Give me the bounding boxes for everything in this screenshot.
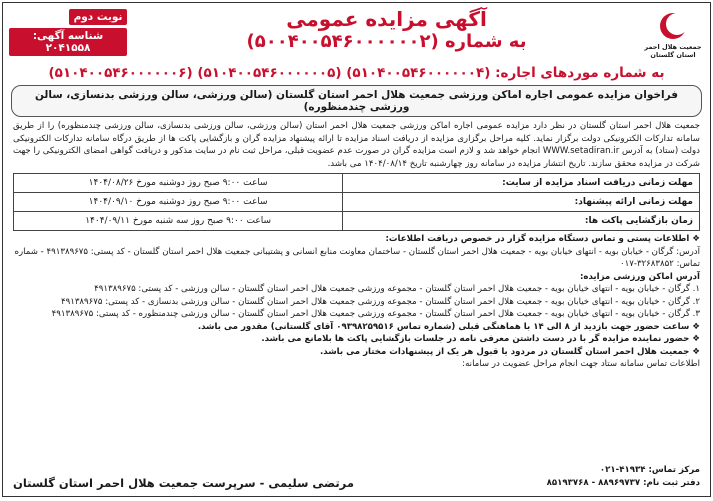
venue-item: ۲. گرگان - خیابان بویه - انتهای خیابان بویه - جمعیت هلال احمر استان گلستان - مجموعه ورزشی جمعیت هلال احمر استان گلستان - سالن ورزشی بدنسازی - کد پستی: ۴۹۱۳۸۹۶۷۵ bbox=[60, 296, 700, 307]
schedule-value: ساعت ۹:۰۰ صبح روز دوشنبه مورخ ۱۴۰۴/۰۸/۲۶ bbox=[14, 174, 343, 193]
red-crescent-icon bbox=[656, 9, 690, 43]
schedule-value: ساعت ۹:۰۰ صبح روز سه شنبه مورخ ۱۴۰۴/۰۹/۱۱ bbox=[14, 212, 343, 231]
badges bbox=[9, 9, 127, 59]
schedule-label: مهلت زمانی دریافت اسناد مزایده از سایت: bbox=[343, 174, 700, 193]
table-row bbox=[14, 193, 700, 212]
schedule-value: ساعت ۹:۰۰ صبح روز دوشنبه مورخ ۱۴۰۴/۰۹/۱۰ bbox=[14, 193, 343, 212]
setad-contact-line: اطلاعات تماس سامانه ستاد جهت انجام مراحل عضویت در سامانه: bbox=[462, 359, 700, 369]
turn-badge: نوبت دوم bbox=[69, 9, 127, 25]
notice-header bbox=[3, 3, 710, 63]
org-name: جمعیت هلال احمر استان گلستان bbox=[644, 43, 702, 59]
venue-item: ۳. گرگان - خیابان بویه - انتهای خیابان بویه - جمعیت هلال احمر استان گلستان - مجموعه ورزشی جمعیت هلال احمر استان گلستان - سالن ورزشی چندمنظوره - کد پستی: ۴۹۱۳۸۹۶۷۵ bbox=[51, 309, 700, 319]
venues-heading: آدرس اماکن ورزشی مزایده: bbox=[579, 271, 700, 282]
address: آدرس: گرگان - خیابان بویه - انتهای خیابان بویه - جمعیت هلال احمر استان گلستان - ساختمان معاونت منابع انسانی و پشتیبانی جمعیت هلال احمر استان گلستان - کد پستی: ۴۹۱۳۸۹۶۷۵ - شماره تماس: ۳۲۶۸۳۸۵۲-۰۱۷ bbox=[14, 246, 700, 269]
lease-item-numbers: به شماره موردهای اجاره: (۵۱۰۴۰۰۵۴۶۰۰۰۰۰۰۴) (۵۱۰۴۰۰۵۴۶۰۰۰۰۰۰۵) (۵۱۰۴۰۰۵۴۶۰۰۰۰۰۰۶) bbox=[48, 65, 665, 81]
schedule-label: زمان بازگشایی پاکت ها: bbox=[343, 212, 700, 231]
notice-footer bbox=[13, 464, 700, 490]
title-block bbox=[143, 7, 630, 53]
notice-id-badge: شناسه آگهی: ۲۰۴۱۵۵۸ bbox=[9, 28, 127, 56]
table-row bbox=[14, 212, 700, 231]
representative-note: ❖ حضور نماینده مزایده گر با در دست داشتن معرفی نامه در جلسات بازگشایی پاکت ها بلامانع می باشد. bbox=[261, 334, 700, 344]
setad-contacts bbox=[547, 464, 700, 490]
notice-title: آگهی مزایده عمومی bbox=[286, 7, 487, 31]
table-row bbox=[14, 174, 700, 193]
contact-heading: ❖ اطلاعات پستی و تماس دستگاه مزایده گزار در خصوص دریافت اطلاعات: bbox=[385, 234, 700, 244]
registration-office: دفتر ثبت نام: ۸۸۹۶۹۷۳۷ - ۸۵۱۹۳۷۶۸ bbox=[546, 478, 700, 488]
call-center: مرکز تماس: ۴۱۹۳۴-۰۲۱ bbox=[599, 465, 700, 475]
call-heading: فراخوان مزایده عمومی اجاره اماکن ورزشی جمعیت هلال احمر استان گلستان (سالن ورزشی، سالن ورزشی بدنسازی، سالن ورزشی چندمنظوره) bbox=[11, 85, 702, 117]
rights-note: ❖ جمعیت هلال احمر استان گلستان در مردود یا قبول هر یک از پیشنهادات مختار می باشد. bbox=[319, 346, 700, 357]
schedule-label: مهلت زمانی ارائه پیشنهاد: bbox=[343, 193, 700, 212]
signature: مرتضی سلیمی - سرپرست جمعیت هلال احمر استان گلستان bbox=[13, 476, 354, 490]
red-crescent-logo bbox=[642, 9, 704, 63]
tender-notice bbox=[2, 2, 711, 497]
intro-paragraph: جمعیت هلال احمر استان گلستان در نظر دارد مزایده عمومی اجاره اماکن ورزشی جمعیت هلال احمر استان (سالن ورزشی، سالن ورزشی بدنسازی، سالن ورزشی چندمنظوره) را از طریق سامانه تدارکات الکترونیکی دولت برگزار نماید. کلیه مراحل برگزاری مزایده از دریافت اسناد مزایده تا ارائه پیشنهاد مزایده گران و بازگشایی پاکت ها از طریق درگاه سامانه تدارکات الکترونیکی دولت (ستاد) به آدرس WWW.setadiran.ir انجام خواهد شد و لازم است مزایده گران در صورت عدم عضویت قبلی، مراحل ثبت نام در سایت مذکور و دریافت گواهی امضای الکترونیکی را جهت شرکت در مزایده محقق سازند. تاریخ انتشار مزایده در سامانه روز چهارشنبه تاریخ ۱۴۰۴/۰۸/۱۴ می باشد. bbox=[13, 121, 700, 169]
notice-number: به شماره (۵۰۰۴۰۰۵۴۶۰۰۰۰۰۰۲) bbox=[246, 31, 527, 52]
contact-info bbox=[13, 233, 700, 371]
schedule-table bbox=[13, 173, 700, 231]
venue-item: ۱. گرگان - خیابان بویه - انتهای خیابان بویه - جمعیت هلال احمر استان گلستان - مجموعه ورزشی جمعیت هلال احمر استان گلستان - سالن ورزشی - کد پستی: ۴۹۱۳۸۹۶۷۵ bbox=[94, 284, 700, 294]
visit-note: ❖ ساعت حضور جهت بازدید از ۸ الی ۱۴ با هماهنگی قبلی (شماره تماس ۰۹۳۹۸۲۵۹۵۱۶ آقای گلستانی) مقدور می باشد. bbox=[197, 321, 700, 332]
